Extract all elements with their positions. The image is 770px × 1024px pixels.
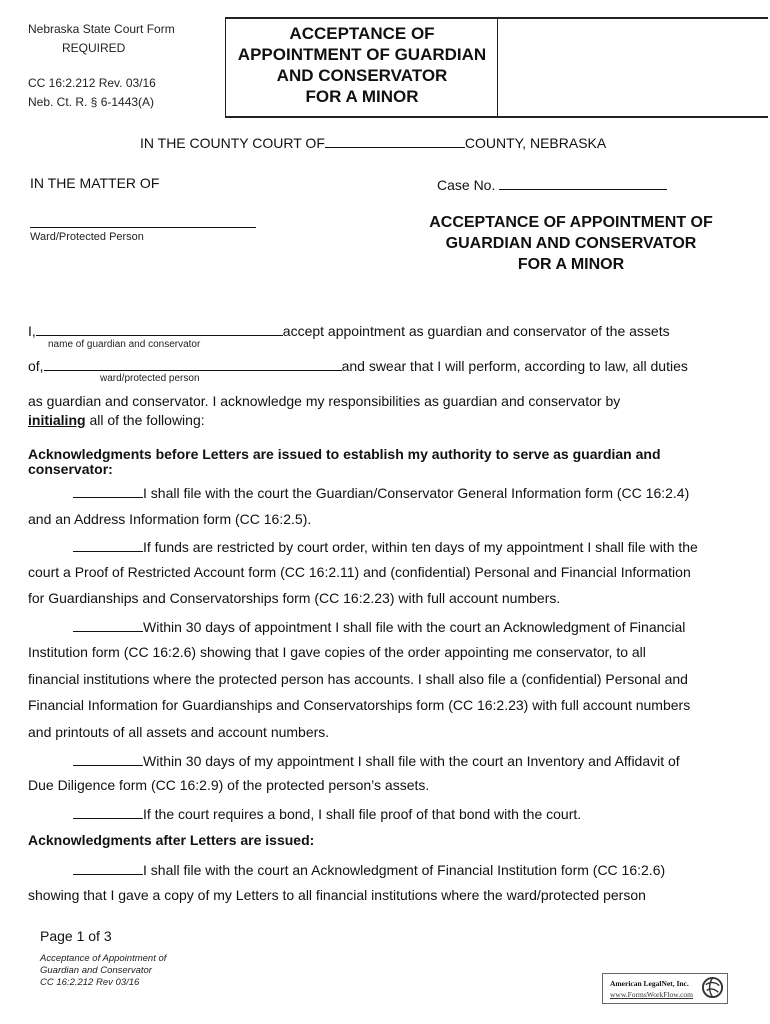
ward-protected-name-field[interactable] — [44, 356, 342, 371]
logo-link[interactable]: www.FormsWorkFlow.com — [610, 990, 694, 999]
court-form-label: Nebraska State Court Form — [28, 22, 175, 36]
globe-icon — [701, 976, 724, 1004]
section-after-heading: Acknowledgments after Letters are issued: — [28, 832, 315, 848]
document-title: ACCEPTANCE OF APPOINTMENT OF GUARDIAN AND CONSERVATOR FOR A MINOR — [429, 214, 713, 273]
statement-line-2: of, and swear that I will perform, according to law, all duties — [28, 358, 688, 374]
page-number: Page 1 of 3 — [40, 928, 112, 944]
initial-field[interactable] — [73, 617, 143, 632]
initialing-word: initialing — [28, 412, 86, 428]
matter-label: IN THE MATTER OF — [30, 175, 160, 191]
case-number-field[interactable] — [499, 175, 667, 190]
case-number-line: Case No. — [437, 175, 667, 193]
court-rule: Neb. Ct. R. § 6-1443(A) — [28, 95, 155, 109]
ward-protected-caption: ward/protected person — [100, 373, 200, 384]
initial-field[interactable] — [73, 537, 143, 552]
county-name-field[interactable] — [325, 133, 465, 148]
initial-field[interactable] — [73, 751, 143, 766]
statement-line-4: initialing all of the following: — [28, 412, 205, 428]
section-before-heading: Acknowledgments before Letters are issued to establish my authority to serve as guardian and conservator: — [28, 446, 661, 477]
initial-field[interactable] — [73, 804, 143, 819]
statement-line-3: as guardian and conservator. I acknowledge my responsibilities as guardian and conservator by — [28, 393, 621, 409]
ward-caption: Ward/Protected Person — [30, 231, 144, 243]
initial-field[interactable] — [73, 860, 143, 875]
american-legalnet-logo: American LegalNet, Inc. www.FormsWorkFlow.com — [602, 973, 728, 1004]
statement-line-1: I, accept appointment as guardian and conservator of the assets — [28, 323, 670, 339]
initial-field[interactable] — [73, 483, 143, 498]
name-caption: name of guardian and conservator — [48, 339, 201, 350]
required-label: REQUIRED — [62, 41, 126, 55]
form-number: CC 16:2.212 Rev. 03/16 — [28, 76, 156, 90]
guardian-name-field[interactable] — [36, 321, 283, 336]
ward-name-field[interactable] — [30, 227, 256, 228]
county-court-line: IN THE COUNTY COURT OF COUNTY, NEBRASKA — [140, 135, 607, 151]
header-title: ACCEPTANCE OF APPOINTMENT OF GUARDIAN AND CONSERVATOR FOR A MINOR — [237, 24, 487, 106]
footer-form-note: Acceptance of Appointment of Guardian and Conservator CC 16:2.212 Rev 03/16 — [40, 953, 167, 988]
